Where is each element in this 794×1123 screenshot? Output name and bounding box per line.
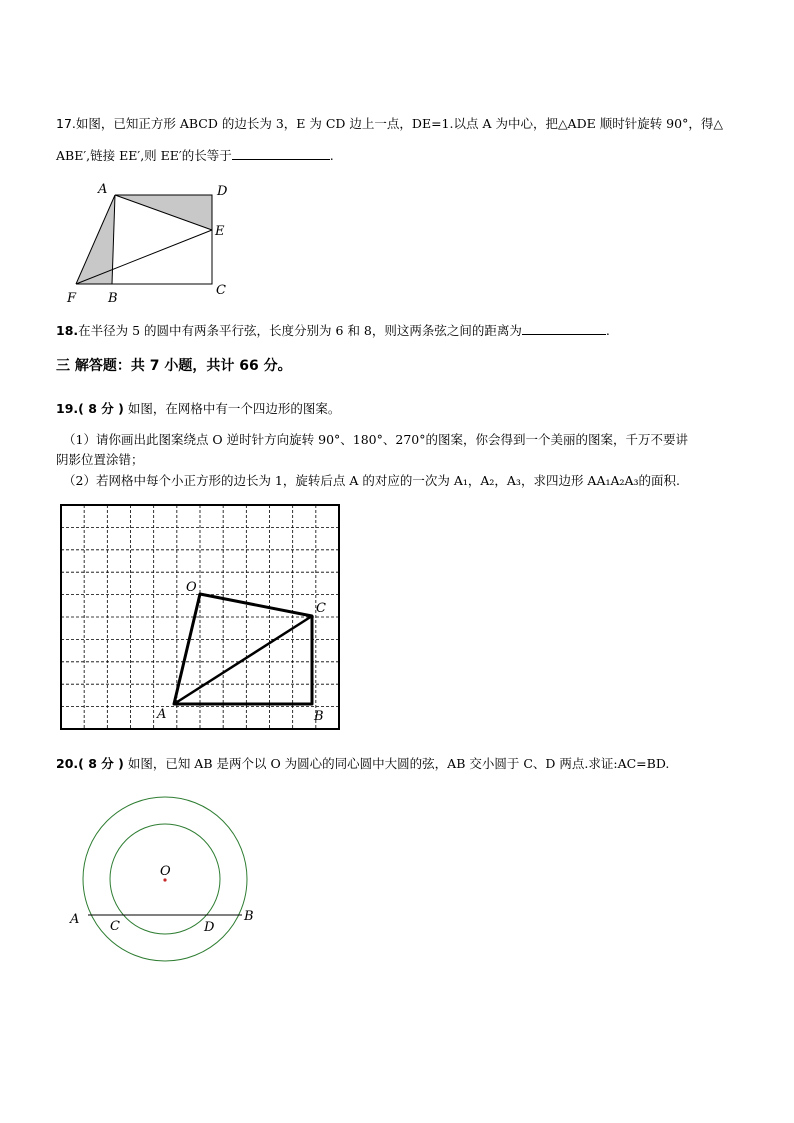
q17-text-line1: 如图，已知正方形 ABCD 的边长为 3，E 为 CD 边上一点，DE=1.以点 A 为中心，把△ADE 顺时针旋转 90°，得△ <box>75 116 723 131</box>
q17-label-b: B <box>108 291 118 306</box>
q19-grid-figure <box>58 502 348 734</box>
q17-label-c: C <box>216 283 226 298</box>
q20-label-o: O <box>160 864 171 879</box>
q17-figure <box>60 178 240 308</box>
q17-answer-blank <box>232 147 330 160</box>
section3-heading: 三 解答题：共 7 小题，共计 66 分。 <box>56 358 292 374</box>
q17-label-f: F <box>67 291 77 306</box>
q20-score: ( 8 分 ) <box>78 756 124 771</box>
q18-line <box>56 322 610 339</box>
q20-label-a: A <box>70 912 80 927</box>
q17-line2 <box>56 147 334 164</box>
q17-text-line2: ABE′,链接 EE′,则 EE′的长等于 <box>56 148 232 163</box>
q19-part1-line2: 阴影位置涂错； <box>56 452 144 467</box>
q19-part2: （2）若网格中每个小正方形的边长为 1，旋转后点 A 的对应的一次为 A₁，A₂，A₃，求四边形 AA₁A₂A₃的面积. <box>63 473 681 488</box>
q18-period: . <box>605 323 610 338</box>
q20-line <box>56 756 669 772</box>
q20-figure <box>64 790 264 970</box>
q17-line1 <box>56 116 723 132</box>
q19-part1-line1: （1）请你画出此图案绕点 O 逆时针方向旋转 90°、180°、270°的图案，你会得到一个美丽的图案，千万不要讲 <box>63 432 688 447</box>
q19-label-c: C <box>316 601 326 616</box>
q20-number: 20. <box>56 756 79 771</box>
q19-quadrilateral <box>174 594 312 704</box>
q20-label-b: B <box>244 909 254 924</box>
q19-label-o: O <box>186 580 197 595</box>
q19-line1 <box>56 401 340 417</box>
q18-answer-blank <box>522 322 606 335</box>
q19-number: 19. <box>56 401 79 416</box>
q18-text: 在半径为 5 的圆中有两条平行弦，长度分别为 6 和 8，则这两条弦之间的距离为 <box>78 323 522 338</box>
q19-grid-lines <box>61 505 339 729</box>
q17-label-e: E <box>215 224 225 239</box>
q17-number: 17. <box>56 116 76 131</box>
q20-text: 如图，已知 AB 是两个以 O 为圆心的同心圆中大圆的弦，AB 交小圆于 C、D 两点.求证:AC=BD. <box>127 756 670 771</box>
q17-label-a: A <box>98 182 108 197</box>
q19-diagonal-ac <box>174 616 312 704</box>
q18-number: 18. <box>56 323 79 338</box>
q19-label-b: B <box>314 709 324 724</box>
q20-label-d: D <box>204 920 215 935</box>
q19-label-a: A <box>157 707 167 722</box>
q19-score: ( 8 分 ) <box>78 401 124 416</box>
q17-period: . <box>329 148 334 163</box>
q17-label-d: D <box>217 184 228 199</box>
q19-intro: 如图，在网格中有一个四边形的图案。 <box>127 401 341 416</box>
q20-label-c: C <box>110 919 120 934</box>
